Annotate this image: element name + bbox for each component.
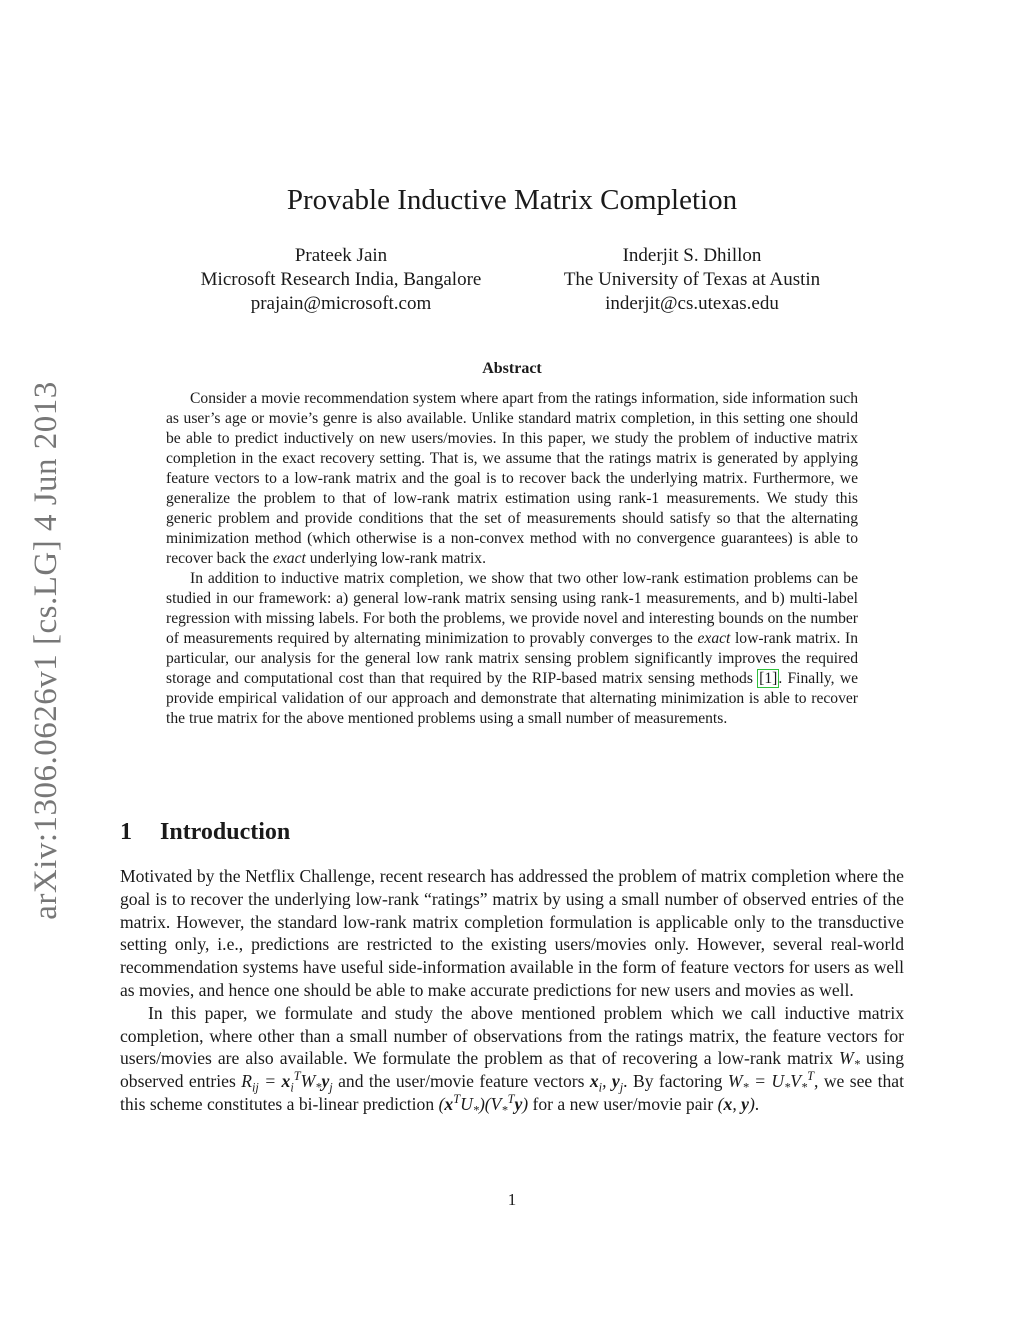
arxiv-identifier-text: arXiv:1306.0626v1 [cs.LG] 4 Jun 2013: [27, 381, 64, 920]
abstract-heading: Abstract: [482, 360, 542, 377]
math-expression: $R_{ij} = x_i^TW_*y_j$: [241, 1069, 333, 1095]
author-name: Inderjit S. Dhillon: [622, 245, 762, 266]
author-block-1: [183, 244, 499, 316]
section-heading: [120, 819, 290, 846]
author-block-2: [537, 244, 847, 316]
introduction-body: [120, 865, 904, 1116]
abstract-paragraph: Consider a movie recommendation system where apart from the ratings information, side information such as user’s age or movie’s genre is also available. Unlike standard matrix completion, in this setting one should be able to predict inductively on new users/movies. In this paper, we study the problem of inductive matrix completion in the exact recovery setting. That is, we assume that the ratings matrix is generated by applying feature vectors to a low-rank matrix and the goal is to recover back the underlying matrix. Furthermore, we generalize the problem to that of low-rank matrix estimation using rank-1 measurements. We study this generic problem and provide conditions that the set of measurements should satisfy so that the alternating minimization method (which otherwise is a non-convex method with no convergence guarantees) is able to recover back the exact underlying low-rank matrix.: [166, 390, 858, 567]
paper-title: Provable Inductive Matrix Completion: [286, 184, 738, 216]
author-email[interactable]: prajain@microsoft.com: [250, 293, 432, 314]
section-number: 1: [120, 819, 132, 845]
page-number: 1: [507, 1190, 517, 1209]
body-paragraph: In this paper, we formulate and study the above mentioned problem which we call inductive matrix completion, where other than a small number of observations from the ratings matrix, the feature vectors for users/movies are also available. We formulate the problem as that of recovering a low-rank matrix $W_*$ using observed entries $R_{ij} = x_i^TW_*y_j$ and the user/movie feature vectors $x_i$, $y_j$. By factoring $W_* = U_*V_*^T$, we see that this scheme constitutes a bi-linear prediction $(x^TU_*)(V_*^Ty)$ for a new user/movie pair (x, y).: [120, 1002, 905, 1118]
math-expression: $W_* = U_*V_*^T$: [727, 1069, 814, 1095]
author-email[interactable]: inderjit@cs.utexas.edu: [605, 293, 779, 314]
body-paragraph: Motivated by the Netflix Challenge, recent research has addressed the problem of matrix completion where the goal is to recover the underlying low-rank “ratings” matrix by using a small number of observed entries of the matrix. However, the standard low-rank matrix completion formulation is applicable only to the transductive setting only, i.e., predictions are restricted to the existing users/movies only. However, several real-world recommendation systems have useful side-information available in the form of feature vectors for users as well as movies, and hence one should be able to make accurate predictions for new users and movies as well.: [120, 866, 904, 1000]
author-name: Prateek Jain: [294, 245, 388, 266]
author-affiliation: The University of Texas at Austin: [563, 269, 821, 290]
abstract-paragraph: In addition to inductive matrix completion, we show that two other low-rank estimation problems can be studied in our framework: a) general low-rank matrix sensing using rank-1 measurements, and b) multi-label regression with missing labels. For both the problems, we provide novel and interesting bounds on the number of measurements required by alternating minimization to provably converges to the exact low-rank matrix. In particular, our analysis for the general low rank matrix sensing problem significantly improves the required storage and computational cost than that required by the RIP-based matrix sensing methods [1]. Finally, we provide empirical validation of our approach and demonstrate that alternating minimization is able to recover the true matrix for the above mentioned problems using a small number of measurements.: [166, 570, 858, 727]
math-expression: $x_i$, $y_j$: [589, 1071, 624, 1095]
author-affiliation: Microsoft Research India, Bangalore: [200, 269, 482, 290]
math-expression: $W_*$: [839, 1048, 860, 1072]
section-title: Introduction: [160, 819, 291, 845]
math-expression: $(x^TU_*)(V_*^Ty)$: [438, 1092, 529, 1118]
math-expression: (x, y): [717, 1093, 755, 1114]
abstract-body: [166, 389, 858, 729]
citation-link[interactable]: [1]: [759, 670, 778, 687]
arxiv-identifier-stamp: [23, 378, 69, 923]
